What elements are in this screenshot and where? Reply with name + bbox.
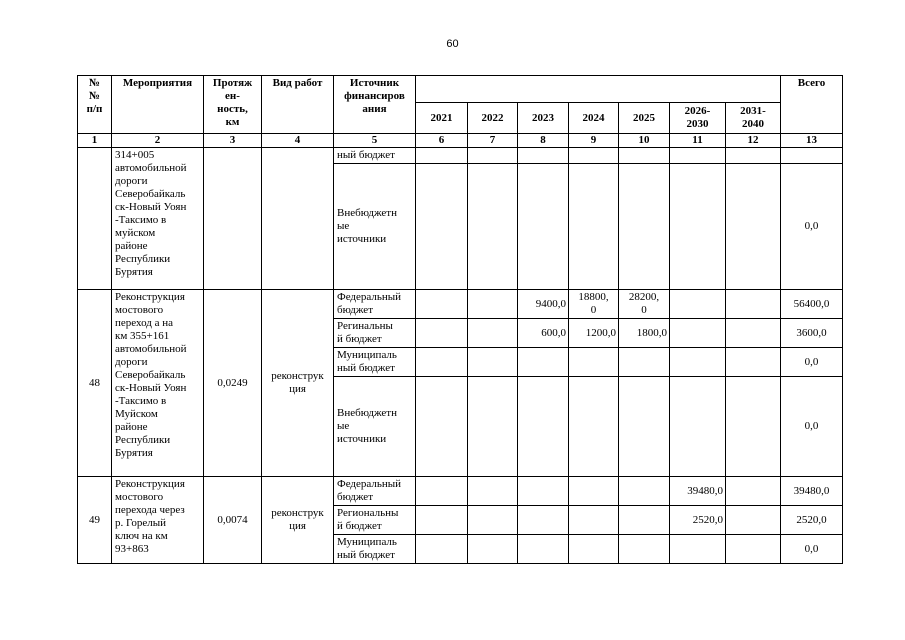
value-cell: [518, 348, 569, 377]
source-cell: Регинальны й бюджет: [334, 319, 416, 348]
header-year: 2026- 2030: [670, 103, 726, 134]
work-type-cell: [262, 148, 334, 290]
value-cell: [468, 164, 518, 290]
value-cell: [518, 477, 569, 506]
column-number: 1: [78, 134, 112, 148]
row-number: 49: [78, 477, 112, 564]
value-cell: [619, 535, 670, 564]
value-cell: [619, 506, 670, 535]
column-number: 12: [726, 134, 781, 148]
value-cell: [569, 506, 619, 535]
value-cell: [468, 477, 518, 506]
value-cell: [726, 377, 781, 477]
column-number-row: [78, 134, 843, 148]
value-cell: [670, 148, 726, 164]
value-cell: [726, 477, 781, 506]
value-cell: [468, 148, 518, 164]
header-year: 2025: [619, 103, 670, 134]
value-cell: [670, 535, 726, 564]
value-cell: [518, 535, 569, 564]
value-cell: [468, 319, 518, 348]
table-row: [78, 290, 843, 319]
value-cell: [619, 377, 670, 477]
row-number: 48: [78, 290, 112, 477]
column-number: 13: [781, 134, 843, 148]
value-cell: [569, 348, 619, 377]
source-cell: Федеральный бюджет: [334, 477, 416, 506]
column-number: 2: [112, 134, 204, 148]
value-cell: [726, 348, 781, 377]
header-length: Протяж ен- ность, км: [204, 76, 262, 134]
value-cell: [619, 148, 670, 164]
value-cell: 2520,0: [670, 506, 726, 535]
value-cell: [670, 290, 726, 319]
value-cell: 28200, 0: [619, 290, 670, 319]
value-cell: [569, 164, 619, 290]
value-cell: [569, 377, 619, 477]
column-number: 11: [670, 134, 726, 148]
header-total: Всего: [781, 76, 843, 134]
activity-cell: 314+005 автомобильной дороги Северобайкаль ск-Новый Уоян -Таксимо в муйском районе Республики Бурятия: [112, 148, 204, 290]
value-cell: [670, 164, 726, 290]
value-cell: [569, 148, 619, 164]
header-year: 2024: [569, 103, 619, 134]
value-cell: [416, 164, 468, 290]
total-cell: 0,0: [781, 535, 843, 564]
total-cell: 0,0: [781, 164, 843, 290]
value-cell: [416, 477, 468, 506]
work-type-cell: реконструк ция: [262, 290, 334, 477]
value-cell: [468, 535, 518, 564]
value-cell: [670, 377, 726, 477]
work-type-cell: реконструк ция: [262, 477, 334, 564]
value-cell: [518, 506, 569, 535]
header-activity: Мероприятия: [112, 76, 204, 134]
column-number: 10: [619, 134, 670, 148]
header-year: 2022: [468, 103, 518, 134]
value-cell: [518, 377, 569, 477]
total-cell: 0,0: [781, 377, 843, 477]
value-cell: [416, 319, 468, 348]
value-cell: [726, 148, 781, 164]
value-cell: [726, 164, 781, 290]
source-cell: Региональны й бюджет: [334, 506, 416, 535]
table-row: [78, 148, 843, 164]
source-cell: Муниципаль ный бюджет: [334, 535, 416, 564]
header-year: 2023: [518, 103, 569, 134]
value-cell: [619, 477, 670, 506]
activity-cell: Реконструкция мостового перехода через р. Горелый ключ на км 93+863: [112, 477, 204, 564]
total-cell: 3600,0: [781, 319, 843, 348]
column-number: 6: [416, 134, 468, 148]
header-year: 2021: [416, 103, 468, 134]
value-cell: 600,0: [518, 319, 569, 348]
total-cell: 39480,0: [781, 477, 843, 506]
header-num: № № п/п: [78, 76, 112, 134]
value-cell: [468, 377, 518, 477]
total-cell: [781, 148, 843, 164]
value-cell: [619, 348, 670, 377]
column-number: 3: [204, 134, 262, 148]
value-cell: 9400,0: [518, 290, 569, 319]
table-row: [78, 477, 843, 506]
value-cell: [416, 348, 468, 377]
value-cell: [726, 506, 781, 535]
source-cell: Федеральный бюджет: [334, 290, 416, 319]
value-cell: [726, 290, 781, 319]
value-cell: 1200,0: [569, 319, 619, 348]
value-cell: [468, 290, 518, 319]
total-cell: 2520,0: [781, 506, 843, 535]
value-cell: [619, 164, 670, 290]
header-years-group: [416, 76, 781, 103]
source-cell: Муниципаль ный бюджет: [334, 348, 416, 377]
source-cell: Внебюджетн ые источники: [334, 377, 416, 477]
value-cell: [468, 506, 518, 535]
length-cell: 0,0249: [204, 290, 262, 477]
page-number: 60: [446, 38, 459, 50]
value-cell: [416, 377, 468, 477]
total-cell: 56400,0: [781, 290, 843, 319]
financing-table: [77, 75, 843, 564]
total-cell: 0,0: [781, 348, 843, 377]
source-cell: ный бюджет: [334, 148, 416, 164]
value-cell: [416, 148, 468, 164]
value-cell: [518, 148, 569, 164]
column-number: 9: [569, 134, 619, 148]
header-source: Источник финансиров ания: [334, 76, 416, 134]
length-cell: [204, 148, 262, 290]
activity-cell: Реконструкция мостового переход a на км 355+161 автомобильной дороги Северобайкаль ск-Новый Уоян -Таксимо в Муйском районе Республики Бурятия: [112, 290, 204, 477]
value-cell: [726, 535, 781, 564]
value-cell: 1800,0: [619, 319, 670, 348]
value-cell: [670, 348, 726, 377]
value-cell: [468, 348, 518, 377]
value-cell: [416, 506, 468, 535]
value-cell: [726, 319, 781, 348]
column-number: 8: [518, 134, 569, 148]
header-work-type: Вид работ: [262, 76, 334, 134]
header-year: 2031- 2040: [726, 103, 781, 134]
value-cell: [416, 290, 468, 319]
column-number: 5: [334, 134, 416, 148]
row-number: [78, 148, 112, 290]
value-cell: 18800, 0: [569, 290, 619, 319]
table-body: [78, 148, 843, 564]
column-number: 7: [468, 134, 518, 148]
value-cell: [569, 477, 619, 506]
column-number: 4: [262, 134, 334, 148]
source-cell: Внебюджетн ые источники: [334, 164, 416, 290]
value-cell: [416, 535, 468, 564]
value-cell: [670, 319, 726, 348]
value-cell: [569, 535, 619, 564]
value-cell: [518, 164, 569, 290]
length-cell: 0,0074: [204, 477, 262, 564]
value-cell: 39480,0: [670, 477, 726, 506]
header-row: [78, 76, 843, 103]
